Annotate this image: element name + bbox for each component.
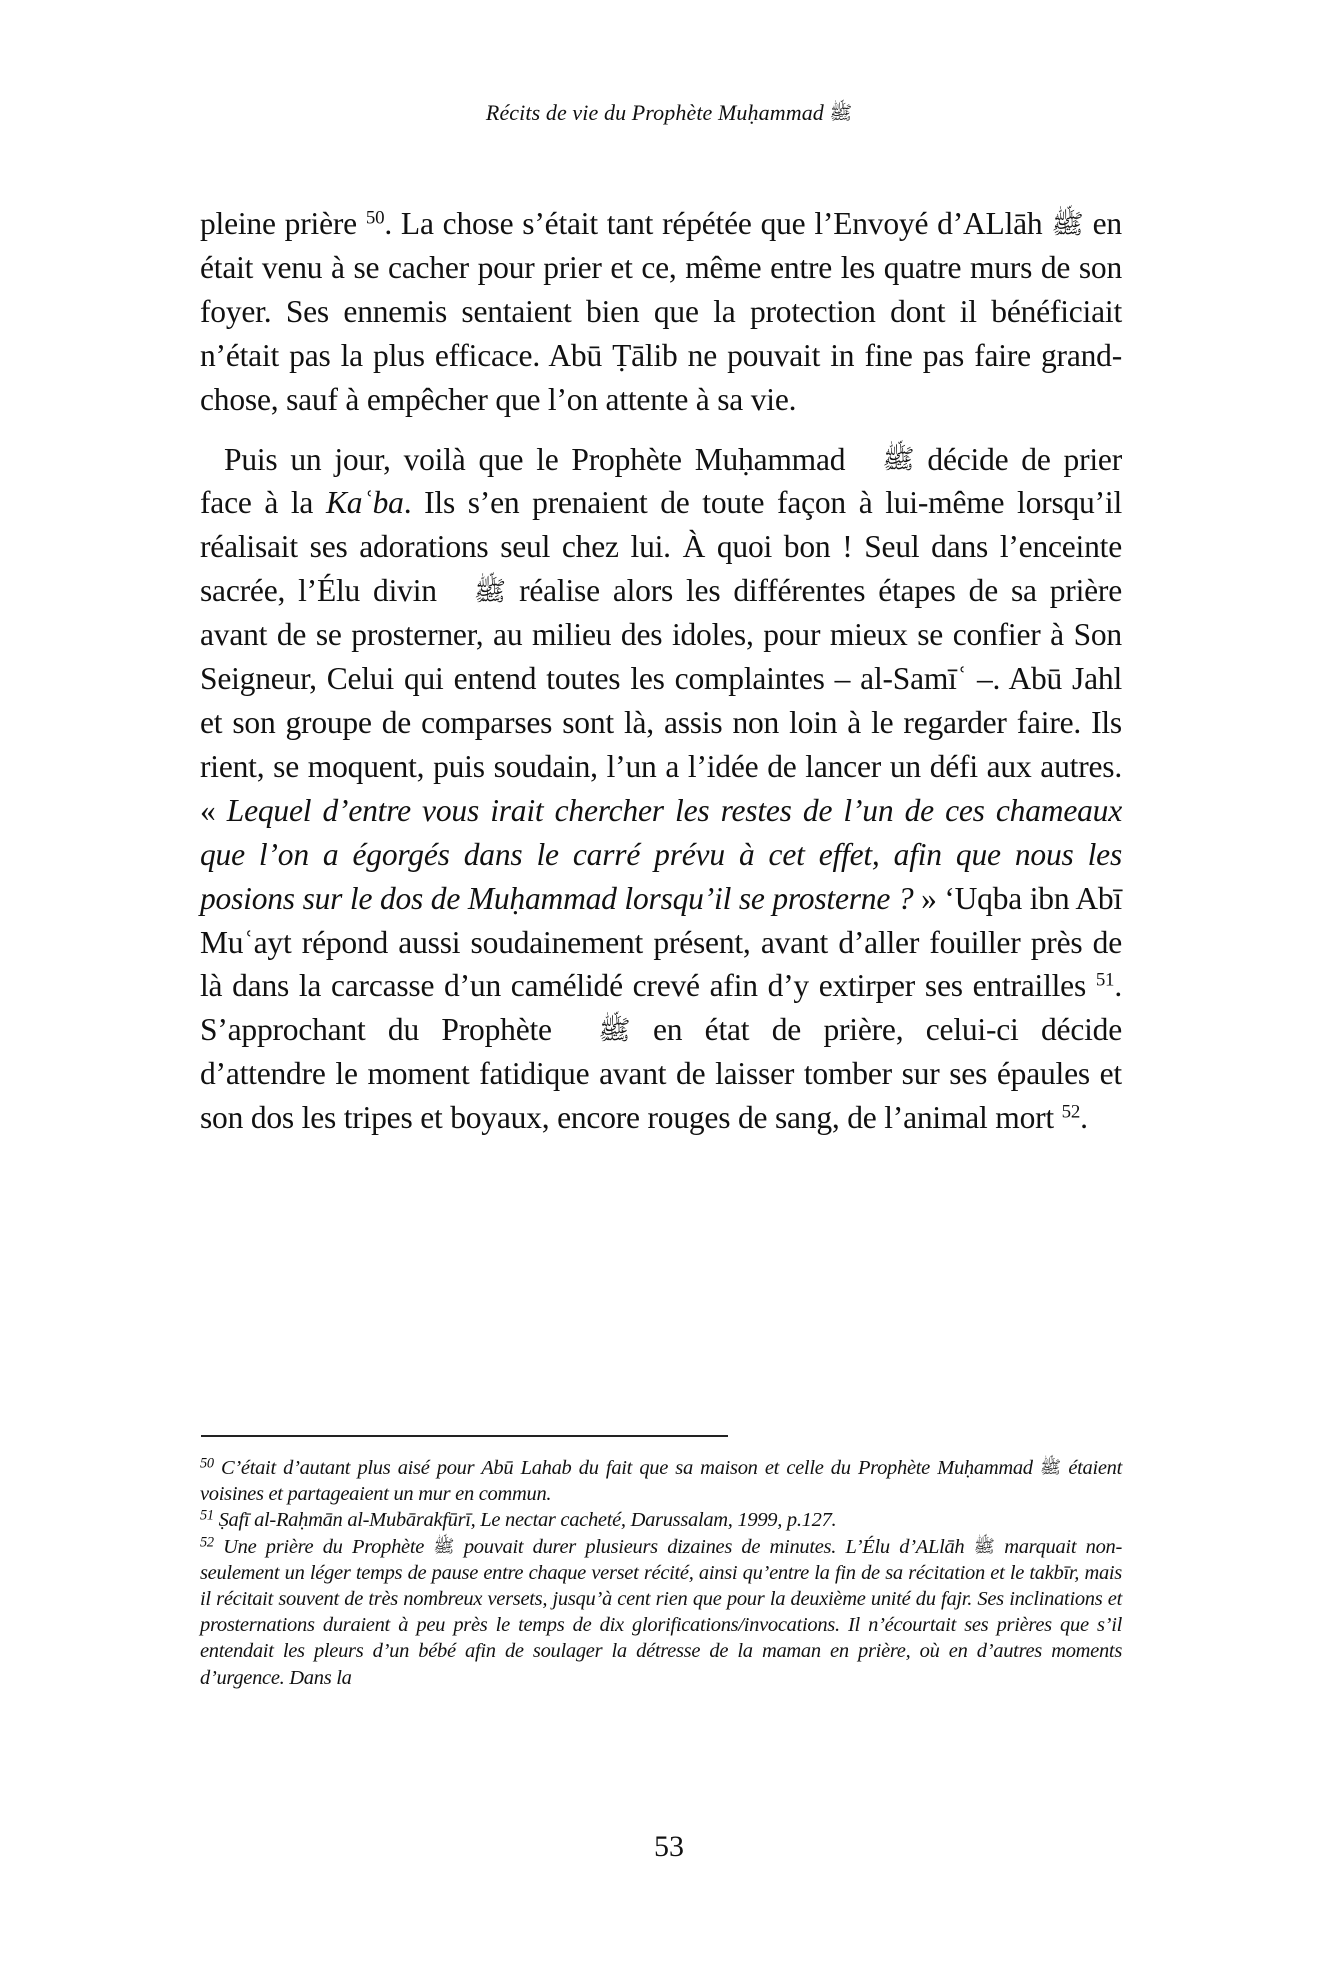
salawat-icon: ﷺ — [598, 1014, 631, 1045]
footnote-ref-51[interactable]: 51 — [1095, 970, 1115, 992]
salawat-icon: ﷺ — [882, 444, 915, 475]
main-text — [200, 202, 1122, 1140]
quotation: Lequel d’entre vous irait chercher les restes de l’un de ces chameaux que l’on a égorgés dans le carré prévu à cet effet, afin que nous les posions sur le dos de Muḥammad lorsqu’il se prosterne ? — [200, 792, 1122, 916]
text-run: . — [1080, 1100, 1088, 1136]
text-run: » ‘Uqba ibn Abī Muʿayt répond aussi soudainement présent, avant d’aller fouiller près de là dans la carcasse d’un camélidé crevé afin d’y extirper ses entrailles — [200, 880, 1122, 1004]
kaaba-term: Kaʿba — [325, 485, 404, 521]
page-number: 53 — [654, 1830, 684, 1863]
footnote-number: 52 — [200, 1534, 214, 1551]
salawat-icon: ﷺ — [973, 1535, 995, 1556]
footnote-ref-50[interactable]: 50 — [365, 207, 385, 229]
paragraph — [200, 202, 1122, 422]
text-run: en état de prière, celui-ci décide d’attendre le moment fatidique avant de laisser tomber sur ses épaules et son dos les tripes et boyaux, encore rouges de sang, de l’animal mort — [200, 1012, 1122, 1136]
salawat-icon: ﷺ — [829, 103, 853, 125]
footnote-number: 51 — [200, 1507, 214, 1524]
footnote-number: 50 — [200, 1455, 214, 1472]
footnotes — [200, 1455, 1122, 1691]
text-run: . Ils s’en prenaient de toute façon à lui-même lorsqu’il réalisait ses adorations seul chez lui. À quoi bon ! Seul dans l’enceinte sacrée, l’Élu divin — [200, 485, 1122, 609]
footnote-50 — [200, 1455, 1122, 1507]
footnote-text: marquait non-seulement un léger temps de pause entre chaque verset récité, ainsi qu’entre la fin de sa récitation et le takbīr, mais il récitait souvent de très nombreux versets, jusqu’à cent rien que pour la deuxième unité du fajr. Ses inclinations et prosternations duraient à peu près le temps de dix glorifications/invocations. Il n’écourtait ses prières que s’il entendait les pleurs d’un bébé afin de soulager la détresse de la maman en prière, où en d’autres moments d’urgence. Dans la — [200, 1535, 1122, 1689]
footnote-text: C’était d’autant plus aisé pour Abū Lahab du fait que sa maison et celle du Prophète Muḥammad — [213, 1457, 1041, 1479]
text-run: pleine prière — [200, 206, 366, 241]
text-run: . S’approchant du Prophète — [200, 968, 1122, 1048]
footnote-text: Une prière du Prophète — [213, 1535, 434, 1558]
salawat-icon: ﷺ — [473, 575, 507, 606]
salawat-icon: ﷺ — [433, 1535, 455, 1556]
text-run: Puis un jour, voilà que le Prophète Muḥammad — [224, 441, 859, 477]
paragraph — [200, 438, 1122, 1141]
footnote-ref-52[interactable]: 52 — [1061, 1101, 1081, 1123]
text-run: en était venu à se cacher pour prier et ce, même entre les quatre murs de son foyer. Ses ennemis sentaient bien que la protection dont il bénéficiait n’était pas la plus efficace. Abū Ṭālib ne pouvait in fine pas faire grand-chose, sauf à empêcher que l’on attente à sa vie. — [200, 206, 1122, 417]
footnote-52 — [200, 1534, 1122, 1691]
running-header — [0, 100, 1338, 126]
footnote-text: Ṣafī al-Raḥmān al-Mubārakfūrī, Le nectar cacheté, Darussalam, 1999, p.127. — [213, 1509, 837, 1532]
running-title: Récits de vie du Prophète Muḥammad — [485, 100, 824, 125]
salawat-icon: ﷺ — [1051, 208, 1084, 239]
text-run: réalise alors les différentes étapes de sa prière avant de se prosterner, au milieu des idoles, pour mieux se confier à Son Seigneur, Celui qui entend toutes les complaintes – al-Samīʿ –. Abū Jahl et son groupe de comparses sont là, assis non loin à le regarder faire. Ils rient, se moquent, puis soudain, l’un a l’idée de lancer un défi aux autres. « — [200, 573, 1122, 828]
text-run: . La chose s’était tant répétée que l’Envoyé d’ALlāh — [384, 206, 1052, 241]
footnote-text: pouvait durer plusieurs dizaines de minutes. L’Élu d’ALlāh — [454, 1535, 974, 1558]
footnote-text: étaient voisines et partageaient un mur en commun. — [200, 1457, 1122, 1506]
text-run: décide de prier face à la — [200, 441, 1122, 521]
salawat-icon: ﷺ — [1040, 1457, 1062, 1478]
footnote-51 — [200, 1507, 1122, 1533]
footnote-divider — [201, 1435, 728, 1437]
